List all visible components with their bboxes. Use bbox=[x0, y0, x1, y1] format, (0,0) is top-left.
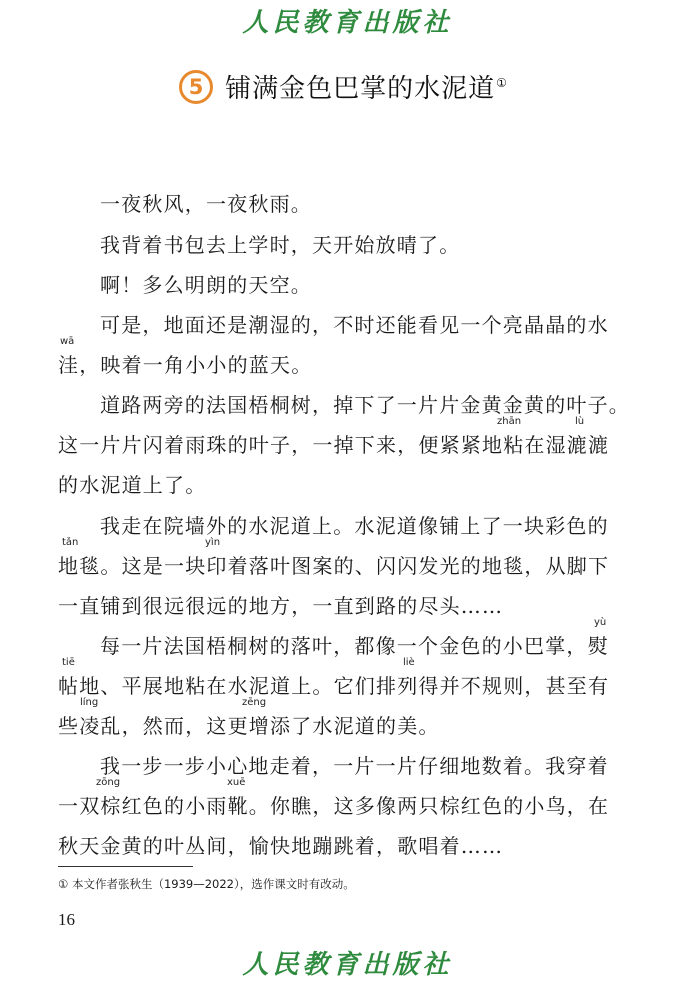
pinyin-zong: zōng bbox=[96, 777, 121, 788]
text-line-5: 洼，映着一角小小的蓝天。 bbox=[58, 353, 313, 377]
lesson-title-text: 铺满金色巴掌的水泥道 bbox=[225, 74, 496, 104]
text-line-10: 地毯。这是一块印着落叶图案的、闪闪发光的地毯，从脚下 bbox=[58, 554, 610, 578]
text-line-7: 这一片片闪着雨珠的叶子，一掉下来，便紧紧地粘在湿漉漉 bbox=[58, 433, 610, 457]
pinyin-wa: wā bbox=[60, 336, 75, 347]
text-line-14: 些凌乱，然而，这更增添了水泥道的美。 bbox=[58, 714, 440, 738]
pinyin-xue: xuē bbox=[227, 777, 246, 788]
text-line-16: 一双棕红色的小雨靴。你瞧，这多像两只棕红色的小鸟，在 bbox=[58, 794, 610, 818]
lesson-title-row bbox=[0, 68, 695, 105]
pinyin-lu: lù bbox=[575, 416, 585, 427]
text-line-13: 帖地、平展地粘在水泥道上。它们排列得并不规则，甚至有 bbox=[58, 674, 610, 698]
text-line-11: 一直铺到很远很远的地方，一直到路的尽头…… bbox=[58, 594, 504, 618]
text-line-6: 道路两旁的法国梧桐树，掉下了一片片金黄金黄的叶子。 bbox=[100, 393, 630, 417]
text-line-2: 我背着书包去上学时，天开始放晴了。 bbox=[100, 233, 461, 257]
pinyin-tan: tǎn bbox=[62, 537, 79, 548]
pinyin-yin: yìn bbox=[205, 537, 221, 548]
pinyin-zeng: zēng bbox=[242, 697, 267, 708]
pinyin-yu: yù bbox=[594, 617, 607, 628]
pinyin-tie: tiē bbox=[62, 657, 75, 668]
text-line-15: 我一步一步小心地走着，一片一片仔细地数着。我穿着 bbox=[100, 754, 609, 778]
text-line-17: 秋天金黄的叶丛间，愉快地蹦跳着，歌唱着…… bbox=[58, 834, 504, 858]
text-line-1: 一夜秋风，一夜秋雨。 bbox=[100, 192, 312, 216]
pinyin-zhan: zhān bbox=[497, 416, 522, 427]
publisher-logo-bottom: 人民教育出版社 bbox=[242, 950, 453, 980]
text-line-8: 的水泥道上了。 bbox=[58, 473, 207, 497]
text-line-9: 我走在院墙外的水泥道上。水泥道像铺上了一块彩色的 bbox=[100, 514, 609, 538]
publisher-logo-top: 人民教育出版社 bbox=[242, 8, 453, 38]
lesson-number-badge: 5 bbox=[179, 70, 213, 104]
footnote: ① 本文作者张秋生（1939—2022），选作课文时有改动。 bbox=[58, 877, 355, 891]
text-line-12: 每一片法国梧桐树的落叶，都像一个金色的小巴掌，熨 bbox=[100, 634, 609, 658]
pinyin-lie: liè bbox=[403, 657, 415, 668]
pinyin-ling: líng bbox=[80, 697, 99, 708]
page-number: 16 bbox=[58, 910, 75, 929]
text-line-4: 可是，地面还是潮湿的，不时还能看见一个亮晶晶的水 bbox=[100, 313, 609, 337]
lesson-title-note-mark: ① bbox=[496, 76, 508, 91]
text-line-3: 啊！多么明朗的天空。 bbox=[100, 273, 312, 297]
footnote-divider bbox=[58, 866, 193, 867]
lesson-title bbox=[225, 68, 508, 105]
